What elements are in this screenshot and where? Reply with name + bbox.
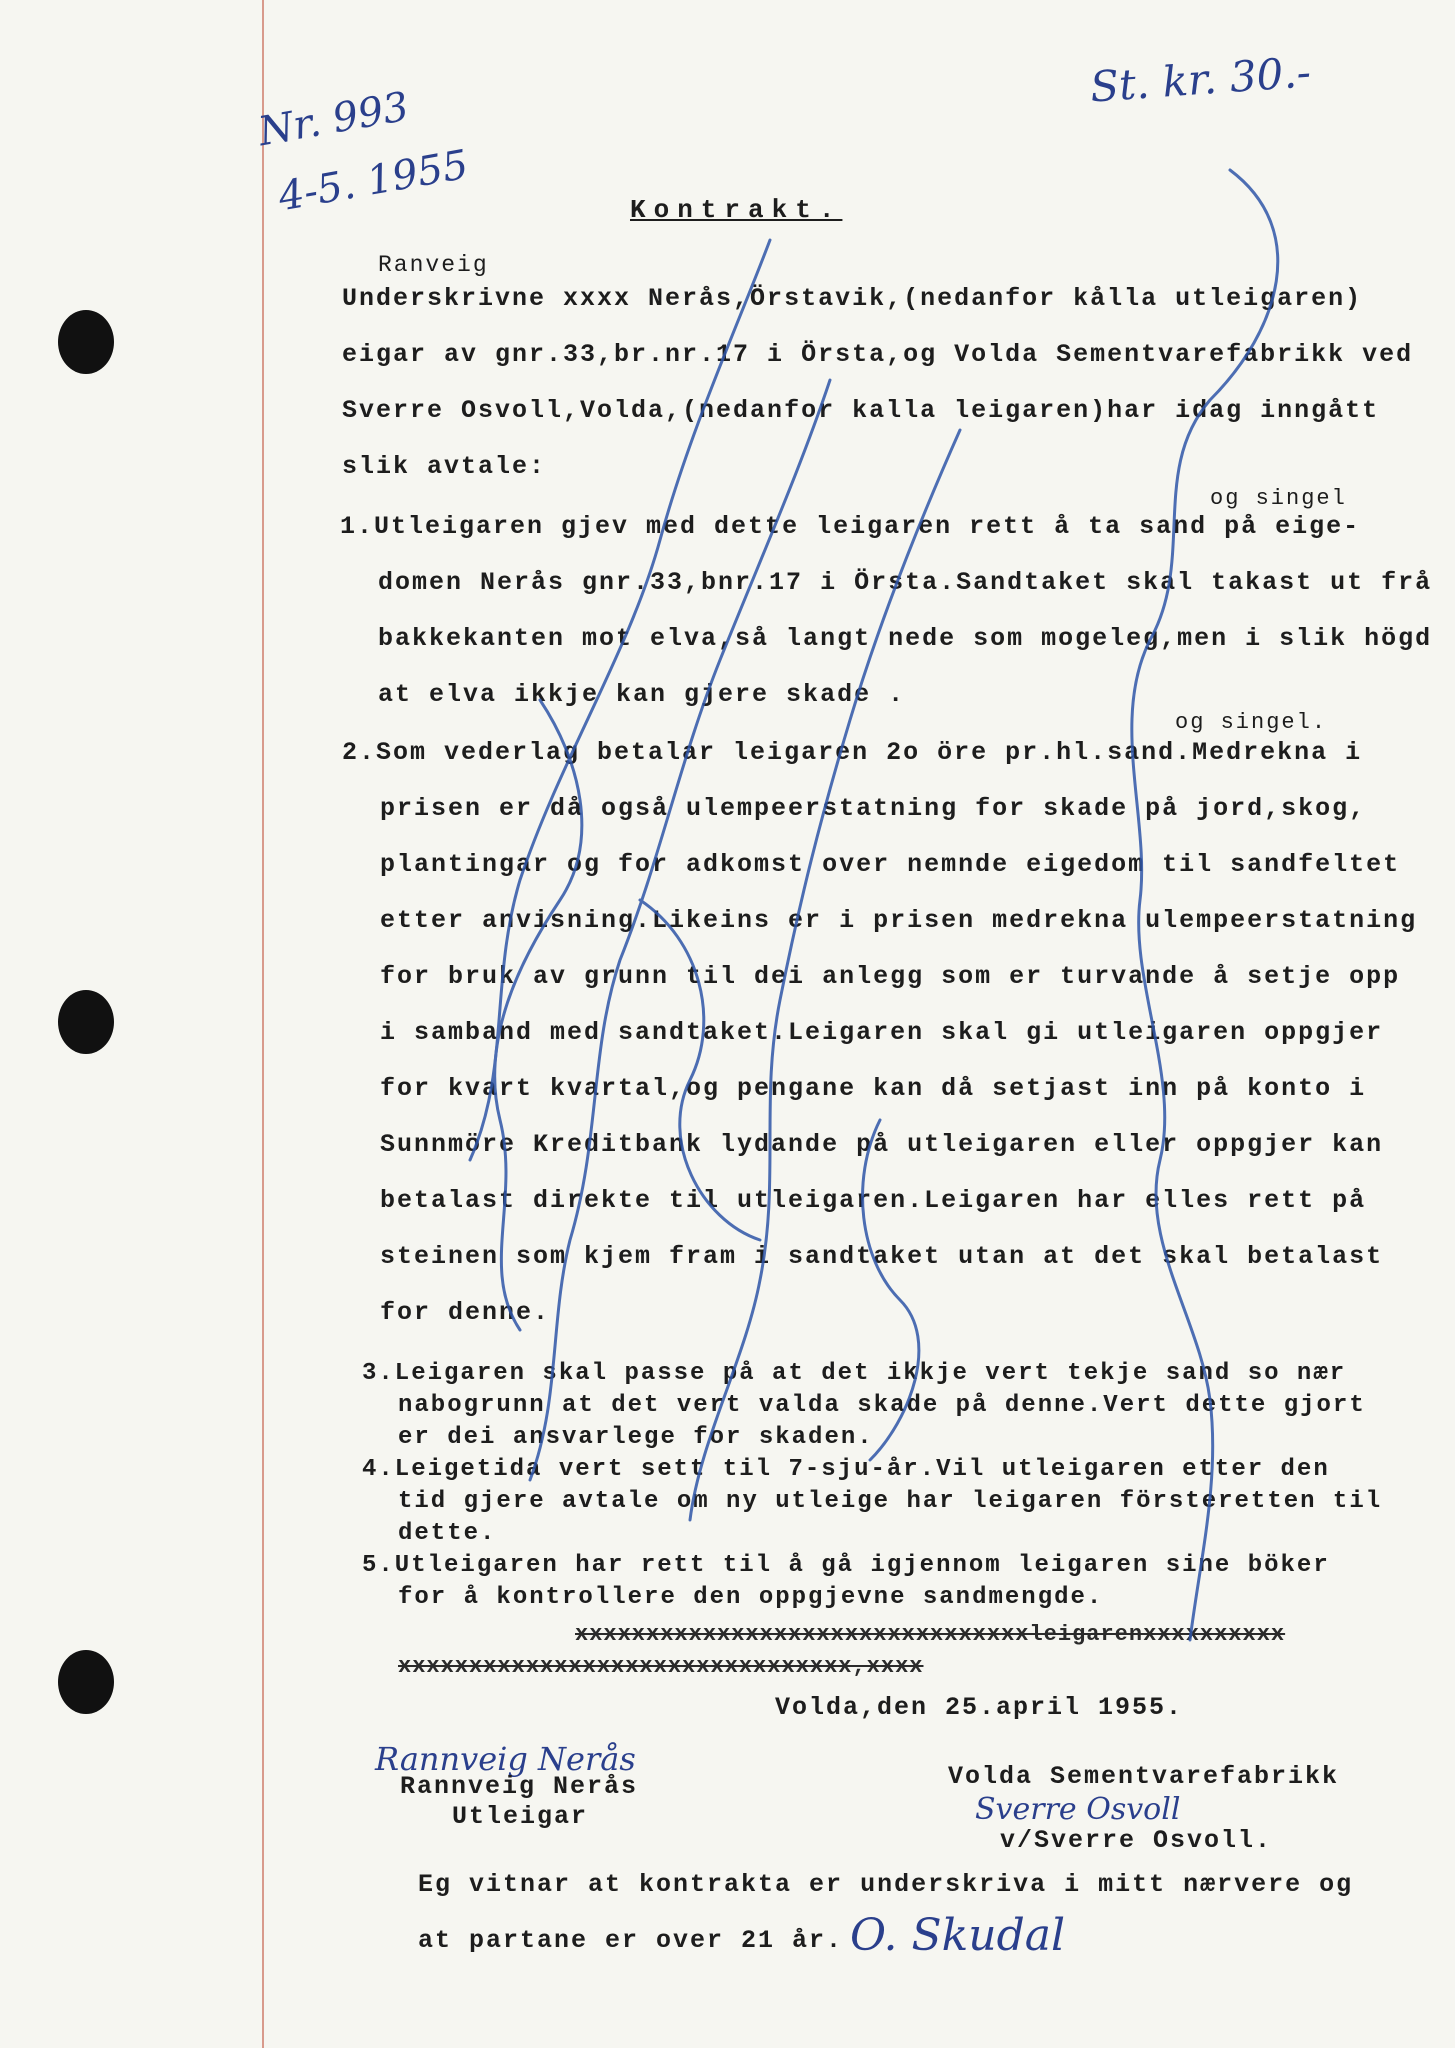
clause-line: at elva ikkje kan gjere skade . [378,680,906,709]
clause-line: for bruk av grunn til dei anlegg som er turvande å setje opp [380,962,1401,991]
clause-line: plantingar og for adkomst over nemnde eigedom til sandfeltet [380,850,1401,879]
clause-line: er dei ansvarlege for skaden. [398,1424,874,1451]
clause-line: i samband med sandtaket.Leigaren skal gi utleigaren oppgjer [380,1018,1384,1047]
typed-name-leigar: v/Sverre Osvoll. [1000,1826,1273,1855]
clause-line: for denne. [380,1298,551,1327]
role-utleigar: Utleigar [452,1802,589,1831]
clause-line: tid gjere avtale om ny utleige har leigaren försteretten til [398,1488,1383,1515]
clause-line: for kvart kvartal,og pengane kan då setjast inn på konto i [380,1074,1367,1103]
witness-line: Eg vitnar at kontrakta er underskriva i mitt nærvere og [418,1870,1354,1899]
intro-line: eigar av gnr.33,br.nr.17 i Örsta,og Volda Sementvarefabrikk ved [342,340,1414,369]
clause-line: bakkekanten mot elva,så langt nede som mogeleg,men i slik högd [378,624,1433,653]
clause-line: domen Nerås gnr.33,bnr.17 i Örsta.Sandtaket skal takast ut frå [378,568,1433,597]
clause-line: betalast direkte til utleigaren.Leigaren har elles rett på [380,1186,1367,1215]
typed-name-utleigar: Rannveig Nerås [400,1772,639,1801]
struck-line: xxxxxxxxxxxxxxxxxxxxxxxxxxxxxxxxleigarenxxxxxxxxxx [575,1622,1286,1647]
registration-number: Nr. 993 [255,83,413,156]
document-title: Kontrakt. [630,195,843,225]
intro-line: Underskrivne xxxx Nerås,Örstavik,(nedanfor kålla utleigaren) [342,284,1363,313]
witness-signature: O. Skudal [850,1910,1066,1961]
clause-line: steinen som kjem fram i sandtaket utan at det skal betalast [380,1242,1384,1271]
clause-line: 4.Leigetida vert sett til 7-sju-år.Vil utleigaren etter den [362,1456,1330,1483]
clause-line: 1.Utleigaren gjev med dette leigaren rett å ta sand på eige- [340,512,1361,541]
company-name: Volda Sementvarefabrikk [948,1762,1340,1791]
struck-line: xxxxxxxxxxxxxxxxxxxxxxxxxxxxxxxx,xxxx [398,1654,924,1679]
clause-line: Sunnmöre Kreditbank lydande på utleigaren eller oppgjer kan [380,1130,1384,1159]
clause-line: for å kontrollere den oppgjevne sandmengde. [398,1584,1104,1611]
intro-line: slik avtale: [342,452,547,481]
clause-line: dette. [398,1520,497,1547]
intro-line: Sverre Osvoll,Volda,(nedanfor kalla leigaren)har idag inngått [342,396,1380,425]
clause-line: 5.Utleigaren har rett til å gå igjennom leigaren sine böker [362,1552,1330,1579]
registration-date: 4-5. 1955 [275,141,472,221]
clause-insertion: og singel [1210,486,1347,511]
clause-line: 2.Som vederlag betalar leigaren 2o öre pr.hl.sand.Medrekna i [342,738,1363,767]
clause-line: nabogrunn at det vert valda skade på denne.Vert dette gjort [398,1392,1366,1419]
clause-line: etter anvisning.Likeins er i prisen medrekna ulempeerstatning [380,906,1418,935]
clause-line: prisen er då også ulempeerstatning for skade på jord,skog, [380,794,1367,823]
witness-line: at partane er over 21 år. [418,1926,844,1955]
signature-utleigar: Rannveig Nerås [375,1740,636,1778]
signature-leigar: Sverre Osvoll [975,1792,1181,1827]
clause-insertion: og singel. [1175,710,1328,735]
clause-line: 3.Leigaren skal passe på at det ikkje vert tekje sand so nær [362,1360,1347,1387]
intro-name-insertion: Ranveig [378,252,489,278]
date-place: Volda,den 25.april 1955. [775,1693,1184,1722]
stamp-fee: St. kr. 30.- [1088,47,1313,112]
